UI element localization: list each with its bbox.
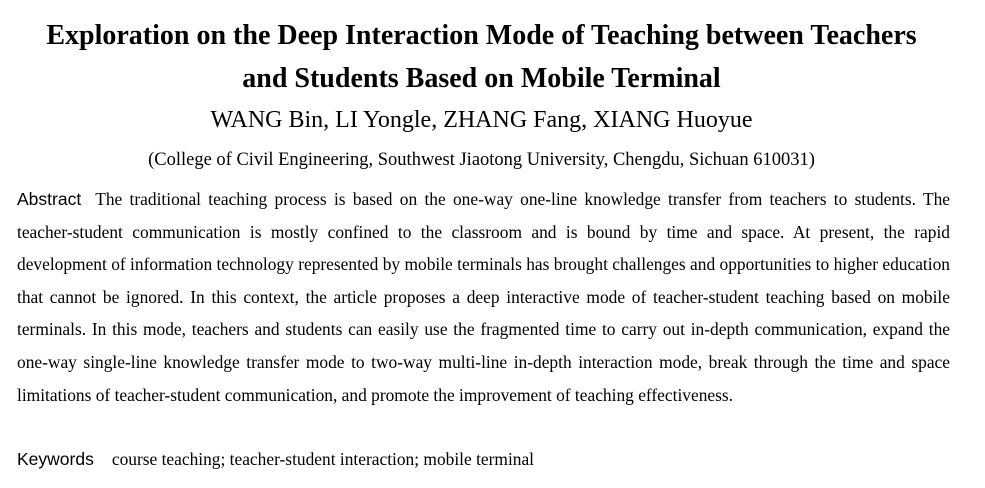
paper-title-line-2: and Students Based on Mobile Terminal xyxy=(242,63,721,94)
keywords-section xyxy=(17,445,950,473)
abstract-section xyxy=(17,183,950,411)
author-list: WANG Bin, LI Yongle, ZHANG Fang, XIANG Huoyue xyxy=(210,107,753,133)
abstract-label: Abstract xyxy=(17,189,82,209)
abstract-text: The traditional teaching process is based on the one-way one-line knowledge transfer from teachers to students. The teacher-student communication is mostly confined to the classroom and is bound by time and space. At present, the rapid development of information technology represented by mobile terminals has brought challenges and opportunities to higher education that cannot be ignored. In this context, the article proposes a deep interactive mode of teacher-student teaching based on mobile terminals. In this mode, teachers and students can easily use the fragmented time to carry out in-depth communication, expand the one-way single-line knowledge transfer mode to two-way multi-line in-depth interaction mode, break through the time and space limitations of teacher-student communication, and promote the improvement of teaching effectiveness. xyxy=(17,189,950,405)
paper-title-line-1: Exploration on the Deep Interaction Mode of Teaching between Teachers xyxy=(46,20,917,51)
author-affiliation: (College of Civil Engineering, Southwest Jiaotong University, Chengdu, Sichuan 610031) xyxy=(148,150,815,170)
keywords-label: Keywords xyxy=(17,449,94,469)
keywords-text: course teaching; teacher-student interaction; mobile terminal xyxy=(111,449,535,469)
